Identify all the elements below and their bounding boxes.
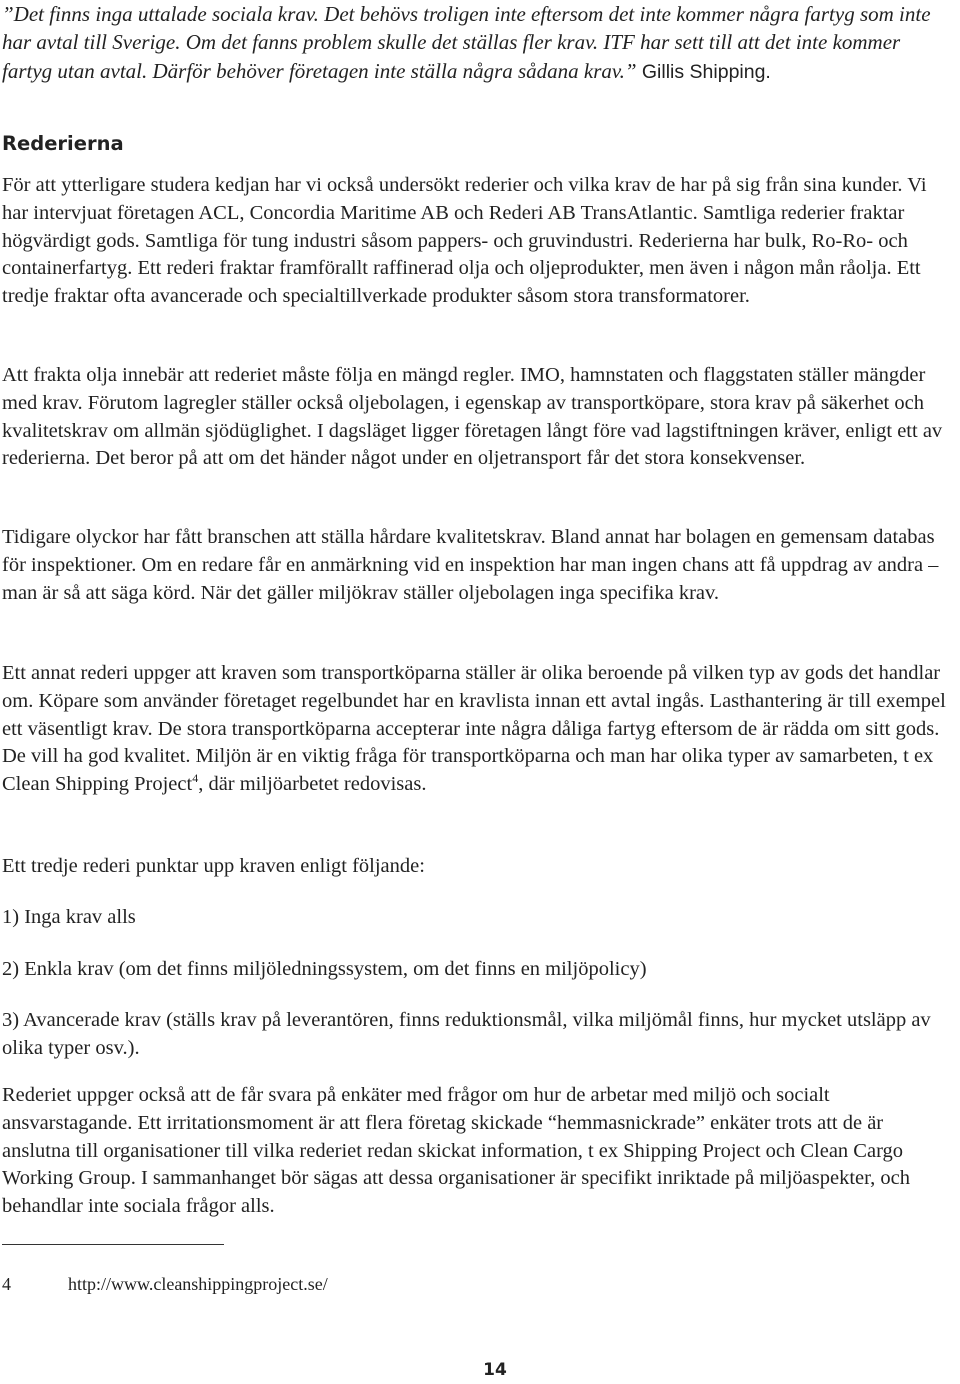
paragraph-3: Tidigare olyckor har fått branschen att ställa hårdare kvalitetskrav. Bland annat har bolagen en gemensam databas för inspektioner. Om en redare får en anmärkning vid en inspektion har man ingen chans att få uppdrag av andra – man är så att säga körd. När det gäller miljökrav ställer oljebolagen inga specifika krav. [2, 526, 939, 604]
quote-source: Gillis Shipping. [641, 60, 771, 83]
paragraph-2: Att frakta olja innebär att rederiet måste följa en mängd regler. IMO, hamnstaten och flaggstaten ställer mängder med krav. Förutom lagregler ställer också oljebolagen, i egenskap av transportköpare, stora krav på säkerhet och kvalitetskrav om allmän sjödüglighet. I dagsläget ligger företagen långt före vad lagstiftningen kräver, enligt ett av rederierna. Det beror på att om det händer något under en oljetransport får det stora konsekvenser. [2, 364, 943, 470]
footnote-divider [2, 1244, 224, 1245]
list-item-3: 3) Avancerade krav (ställs krav på leverantören, finns reduktionsmål, vilka miljömål finns, hur mycket utsläpp av olika typer osv.). [2, 1009, 931, 1059]
footnote-reference: 4 [192, 771, 199, 786]
footnote [2, 1272, 328, 1296]
paragraph-5: Ett tredje rederi punktar upp kraven enligt följande: [2, 855, 425, 877]
paragraph-4 [2, 660, 954, 799]
paragraph-4-end: , där miljöarbetet redovisas. [198, 773, 427, 796]
page-number: 14 [483, 1360, 507, 1380]
list-item-1: 1) Inga krav alls [2, 906, 136, 928]
paragraph-4-main: Ett annat rederi uppger att kraven som transportköparna ställer är olika beroende på vilken typ av gods det handlar om. Köpare som använder företaget regelbundet har en kravlista innan ett avtal ingås. Lasthantering är till exempel ett väsentligt krav. De stora transportköparna accepterar inte några dåliga fartyg eftersom de är rädda om sitt gods. De vill ha god kvalitet. Miljön är en viktig fråga för transportköparna och man har olika typer av samarbeten, t ex Clean Shipping Project [2, 662, 946, 796]
paragraph-6: Rederiet uppger också att de får svara på enkäter med frågor om hur de arbetar med miljö och socialt ansvarstagande. Ett irritationsmoment är att flera företag skickade “hemmasnickrade” enkäter trots att de är anslutna till organisationer till vilka rederiet redan skickat information, t ex Shipping Project och Clean Cargo Working Group. I sammanhanget bör sägas att dessa organisationer är specifikt inriktade på miljöaspekter, och behandlar inte sociala frågor alls. [2, 1084, 910, 1218]
paragraph-1: För att ytterligare studera kedjan har vi också undersökt rederier och vilka krav de har på sig från sina kunder. Vi har intervjuat företagen ACL, Concordia Maritime AB och Rederi AB TransAtlantic. Samtliga rederier fraktar högvärdigt gods. Samtliga för tung industri såsom pappers- och gruvindustri. Rederierna har bulk, Ro-Ro- och containerfartyg. Ett rederi fraktar framförallt raffinerad olja och oljeprodukter, men även i någon mån råolja. Ett tredje fraktar ofta avancerade och specialtillverkade produkter såsom stora transformatorer. [2, 174, 927, 308]
interview-quote [2, 0, 954, 86]
footnote-link[interactable]: http://www.cleanshippingproject.se/ [68, 1274, 328, 1294]
footnote-number: 4 [2, 1274, 11, 1294]
list-item-2: 2) Enkla krav (om det finns miljöledningssystem, om det finns en miljöpolicy) [2, 958, 647, 980]
quote-text: ”Det finns inga uttalade sociala krav. Det behövs troligen inte eftersom det inte kommer några fartyg som inte har avtal till Sverige. Om det fanns problem skulle det ställas fler krav. ITF har sett till att det inte kommer fartyg utan avtal. Därför behöver företagen inte ställa några sådana krav.” [2, 2, 931, 83]
section-heading: Rederierna [2, 132, 124, 155]
